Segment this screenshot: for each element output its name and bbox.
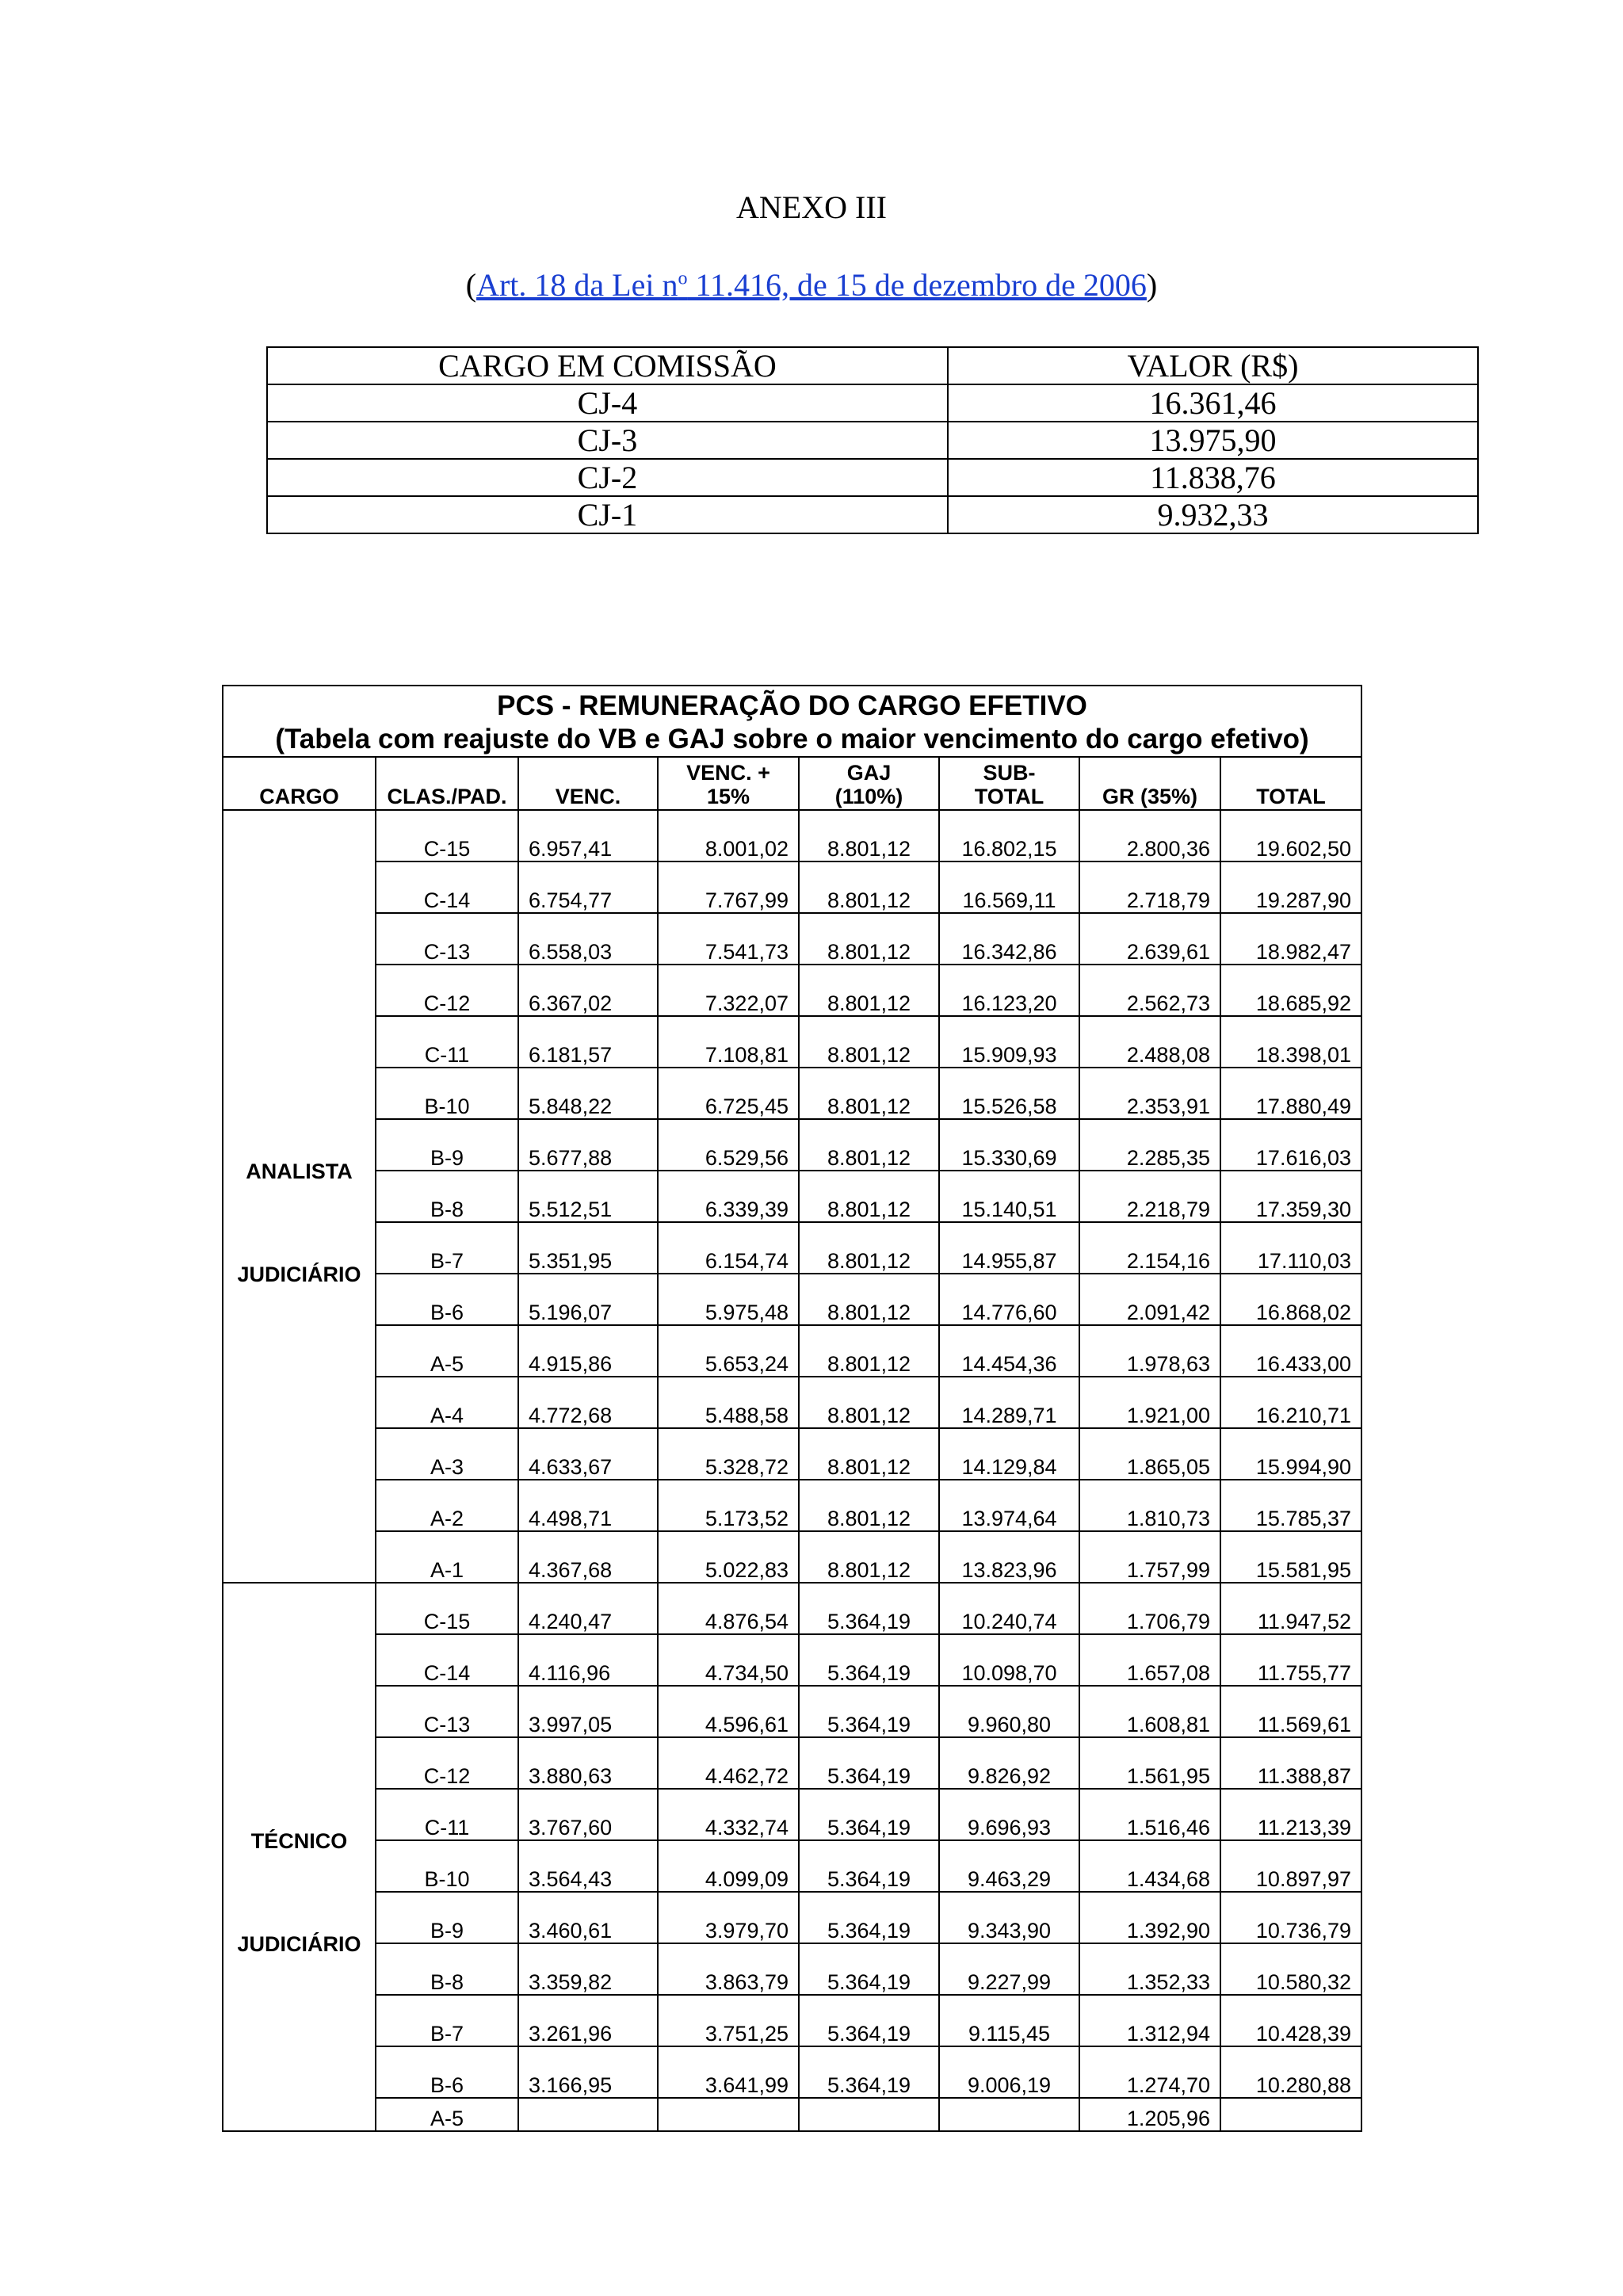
cell-gr: 2.091,42 — [1079, 1274, 1220, 1325]
cell-venc-15: 5.328,72 — [658, 1428, 799, 1480]
commission-table — [266, 346, 1479, 534]
commission-header-cargo: CARGO EM COMISSÃO — [267, 347, 948, 384]
cell-gr: 1.978,63 — [1079, 1325, 1220, 1377]
cell-clas-pad: B-7 — [376, 1995, 518, 2046]
cell-clas-pad: A-5 — [376, 1325, 518, 1377]
cell-clas-pad: C-13 — [376, 913, 518, 965]
cell-venc: 5.677,88 — [518, 1119, 658, 1171]
cargo-label-2: JUDICIÁRIO — [237, 1932, 361, 1956]
cell-venc: 3.261,96 — [518, 1995, 658, 2046]
cell-venc-15: 4.876,54 — [658, 1583, 799, 1634]
cell-gaj: 5.364,19 — [799, 1634, 939, 1686]
cell-venc: 4.498,71 — [518, 1480, 658, 1531]
cell-total: 17.880,49 — [1220, 1068, 1361, 1119]
pcs-title: PCS - REMUNERAÇÃO DO CARGO EFETIVO — [497, 690, 1087, 721]
cell-gr: 1.921,00 — [1079, 1377, 1220, 1428]
cell-total: 18.398,01 — [1220, 1016, 1361, 1068]
cell-gr: 1.434,68 — [1079, 1840, 1220, 1892]
cell-venc: 6.957,41 — [518, 810, 658, 861]
cell-subtotal: 16.342,86 — [939, 913, 1079, 965]
cell-gr: 1.608,81 — [1079, 1686, 1220, 1737]
cell-total: 10.580,32 — [1220, 1943, 1361, 1995]
cell-total: 17.359,30 — [1220, 1171, 1361, 1222]
cell-gaj: 5.364,19 — [799, 1892, 939, 1943]
cell-venc: 5.512,51 — [518, 1171, 658, 1222]
cell-total: 16.433,00 — [1220, 1325, 1361, 1377]
cell-gr: 1.657,08 — [1079, 1634, 1220, 1686]
header-clas: CLAS./PAD. — [376, 757, 518, 810]
cell-subtotal: 15.526,58 — [939, 1068, 1079, 1119]
cell-gaj: 8.801,12 — [799, 1171, 939, 1222]
cell-gr: 1.352,33 — [1079, 1943, 1220, 1995]
cell-venc: 5.848,22 — [518, 1068, 658, 1119]
header-venc15-line1: VENC. + — [686, 761, 770, 785]
table-row — [223, 1892, 1361, 1943]
table-row — [223, 1119, 1361, 1171]
cell-gaj — [799, 2098, 939, 2131]
cell-venc — [518, 2098, 658, 2131]
cell-total: 11.388,87 — [1220, 1737, 1361, 1789]
cell-subtotal: 16.569,11 — [939, 861, 1079, 913]
cell-subtotal: 9.696,93 — [939, 1789, 1079, 1840]
cell-venc-15: 5.975,48 — [658, 1274, 799, 1325]
table-row — [223, 1377, 1361, 1428]
cell-subtotal: 9.006,19 — [939, 2046, 1079, 2098]
law-link-text-2: 11.416, de 15 de dezembro de 2006 — [687, 267, 1147, 303]
header-subtotal — [939, 757, 1079, 810]
cell-gr: 1.810,73 — [1079, 1480, 1220, 1531]
cell-clas-pad: B-10 — [376, 1840, 518, 1892]
table-row — [223, 1480, 1361, 1531]
cell-venc-15 — [658, 2098, 799, 2131]
cell-venc-15: 7.541,73 — [658, 913, 799, 965]
header-venc15-line2: 15% — [706, 785, 750, 808]
cell-venc-15: 5.653,24 — [658, 1325, 799, 1377]
cell-clas-pad: B-6 — [376, 1274, 518, 1325]
cell-clas-pad: B-9 — [376, 1119, 518, 1171]
cell-gaj: 8.801,12 — [799, 810, 939, 861]
law-link[interactable] — [476, 267, 1147, 303]
header-gaj-line2: (110%) — [834, 785, 903, 808]
cell-venc-15: 7.108,81 — [658, 1016, 799, 1068]
cell-total: 17.110,03 — [1220, 1222, 1361, 1274]
cell-subtotal: 9.227,99 — [939, 1943, 1079, 1995]
cell-total: 19.602,50 — [1220, 810, 1361, 861]
cell-subtotal: 9.960,80 — [939, 1686, 1079, 1737]
cell-clas-pad: C-13 — [376, 1686, 518, 1737]
cell-gr: 1.274,70 — [1079, 2046, 1220, 2098]
cell-venc-15: 5.488,58 — [658, 1377, 799, 1428]
cell-subtotal: 14.454,36 — [939, 1325, 1079, 1377]
cell-subtotal: 13.823,96 — [939, 1531, 1079, 1583]
table-row — [223, 1583, 1361, 1634]
cell-total: 15.785,37 — [1220, 1480, 1361, 1531]
cell-subtotal: 10.240,74 — [939, 1583, 1079, 1634]
commission-row — [267, 422, 1478, 459]
cell-venc: 4.367,68 — [518, 1531, 658, 1583]
cell-gr: 1.757,99 — [1079, 1531, 1220, 1583]
cell-subtotal: 10.098,70 — [939, 1634, 1079, 1686]
cell-venc-15: 7.322,07 — [658, 965, 799, 1016]
pcs-table-body — [223, 810, 1361, 2131]
cargo-label-1: TÉCNICO — [250, 1829, 348, 1853]
cell-subtotal: 16.802,15 — [939, 810, 1079, 861]
cell-subtotal: 14.776,60 — [939, 1274, 1079, 1325]
cell-venc-15: 4.099,09 — [658, 1840, 799, 1892]
commission-valor: 13.975,90 — [948, 422, 1478, 459]
table-row — [223, 2046, 1361, 2098]
table-row — [223, 1737, 1361, 1789]
paren-open: ( — [465, 267, 477, 303]
cell-venc-15: 5.022,83 — [658, 1531, 799, 1583]
cell-venc-15: 4.734,50 — [658, 1634, 799, 1686]
cell-gaj: 8.801,12 — [799, 965, 939, 1016]
cell-gr: 2.154,16 — [1079, 1222, 1220, 1274]
cell-gaj: 8.801,12 — [799, 913, 939, 965]
cell-total: 10.428,39 — [1220, 1995, 1361, 2046]
cell-subtotal: 13.974,64 — [939, 1480, 1079, 1531]
cell-venc: 3.460,61 — [518, 1892, 658, 1943]
cell-gr: 2.800,36 — [1079, 810, 1220, 861]
cell-venc: 6.367,02 — [518, 965, 658, 1016]
pcs-subtitle: (Tabela com reajuste do VB e GAJ sobre o maior vencimento do cargo efetivo) — [275, 724, 1309, 755]
cell-total: 16.210,71 — [1220, 1377, 1361, 1428]
cell-total: 11.947,52 — [1220, 1583, 1361, 1634]
cell-subtotal: 14.289,71 — [939, 1377, 1079, 1428]
pcs-table — [222, 685, 1362, 2132]
commission-cargo: CJ-2 — [267, 459, 948, 496]
cell-gaj: 8.801,12 — [799, 1274, 939, 1325]
cell-venc: 3.997,05 — [518, 1686, 658, 1737]
cell-clas-pad: C-15 — [376, 810, 518, 861]
commission-cargo: CJ-1 — [267, 496, 948, 533]
cell-total: 10.897,97 — [1220, 1840, 1361, 1892]
cell-gr: 1.561,95 — [1079, 1737, 1220, 1789]
table-row — [223, 1171, 1361, 1222]
cell-venc: 3.166,95 — [518, 2046, 658, 2098]
cell-total: 10.280,88 — [1220, 2046, 1361, 2098]
cell-venc: 3.767,60 — [518, 1789, 658, 1840]
commission-valor: 9.932,33 — [948, 496, 1478, 533]
cell-gr: 1.312,94 — [1079, 1995, 1220, 2046]
cell-venc-15: 4.332,74 — [658, 1789, 799, 1840]
cell-gr: 1.706,79 — [1079, 1583, 1220, 1634]
cell-gaj: 8.801,12 — [799, 1119, 939, 1171]
cell-venc-15: 6.154,74 — [658, 1222, 799, 1274]
cell-subtotal: 16.123,20 — [939, 965, 1079, 1016]
cell-gaj: 8.801,12 — [799, 861, 939, 913]
cell-total: 15.581,95 — [1220, 1531, 1361, 1583]
commission-row — [267, 496, 1478, 533]
cell-clas-pad: A-1 — [376, 1531, 518, 1583]
cell-gaj: 8.801,12 — [799, 1531, 939, 1583]
cell-subtotal: 15.330,69 — [939, 1119, 1079, 1171]
cell-clas-pad: C-15 — [376, 1583, 518, 1634]
cell-total: 11.755,77 — [1220, 1634, 1361, 1686]
cell-venc: 3.359,82 — [518, 1943, 658, 1995]
header-gaj-line1: GAJ — [846, 761, 892, 785]
cell-venc-15: 3.863,79 — [658, 1943, 799, 1995]
pcs-table-title — [223, 686, 1361, 757]
table-row — [223, 1686, 1361, 1737]
cell-clas-pad: A-5 — [376, 2098, 518, 2131]
table-row — [223, 1222, 1361, 1274]
cell-venc-15: 5.173,52 — [658, 1480, 799, 1531]
cell-subtotal: 14.955,87 — [939, 1222, 1079, 1274]
cell-venc: 6.754,77 — [518, 861, 658, 913]
cargo-tecnico — [223, 1583, 376, 2131]
cell-gaj: 8.801,12 — [799, 1480, 939, 1531]
cell-gaj: 5.364,19 — [799, 1686, 939, 1737]
cell-gr: 2.488,08 — [1079, 1016, 1220, 1068]
law-link-sup: o — [678, 268, 688, 289]
cell-gr: 1.516,46 — [1079, 1789, 1220, 1840]
cargo-label-1: ANALISTA — [246, 1159, 353, 1183]
commission-valor: 16.361,46 — [948, 384, 1478, 422]
cell-venc: 4.772,68 — [518, 1377, 658, 1428]
cargo-label-2: JUDICIÁRIO — [237, 1263, 361, 1286]
table-row — [223, 965, 1361, 1016]
table-row — [223, 810, 1361, 861]
cell-gr: 1.392,90 — [1079, 1892, 1220, 1943]
cell-total: 18.685,92 — [1220, 965, 1361, 1016]
cell-gaj: 8.801,12 — [799, 1222, 939, 1274]
cell-clas-pad: A-4 — [376, 1377, 518, 1428]
cell-gaj: 5.364,19 — [799, 1840, 939, 1892]
header-gaj — [799, 757, 939, 810]
table-row — [223, 1016, 1361, 1068]
table-row — [223, 1068, 1361, 1119]
cell-clas-pad: C-11 — [376, 1016, 518, 1068]
header-gr: GR (35%) — [1079, 757, 1220, 810]
commission-valor: 11.838,76 — [948, 459, 1478, 496]
commission-table-body — [267, 384, 1478, 533]
table-row — [223, 1274, 1361, 1325]
cell-venc: 5.351,95 — [518, 1222, 658, 1274]
cell-clas-pad: B-9 — [376, 1892, 518, 1943]
cell-subtotal — [939, 2098, 1079, 2131]
header-total: TOTAL — [1220, 757, 1361, 810]
table-row — [223, 1634, 1361, 1686]
commission-cargo: CJ-3 — [267, 422, 948, 459]
cell-subtotal: 9.826,92 — [939, 1737, 1079, 1789]
commission-row — [267, 459, 1478, 496]
table-row — [223, 1840, 1361, 1892]
cell-gaj: 8.801,12 — [799, 1428, 939, 1480]
cell-total: 16.868,02 — [1220, 1274, 1361, 1325]
cell-gaj: 8.801,12 — [799, 1068, 939, 1119]
annex-title: ANEXO III — [736, 189, 887, 225]
cell-clas-pad: C-14 — [376, 1634, 518, 1686]
cell-subtotal: 15.140,51 — [939, 1171, 1079, 1222]
table-row — [223, 861, 1361, 913]
table-row — [223, 1789, 1361, 1840]
cell-venc-15: 3.641,99 — [658, 2046, 799, 2098]
cell-clas-pad: A-3 — [376, 1428, 518, 1480]
cell-clas-pad: B-6 — [376, 2046, 518, 2098]
cell-venc-15: 6.529,56 — [658, 1119, 799, 1171]
cell-gaj: 8.801,12 — [799, 1377, 939, 1428]
cell-gaj: 5.364,19 — [799, 1789, 939, 1840]
cell-venc-15: 4.596,61 — [658, 1686, 799, 1737]
cell-subtotal: 9.343,90 — [939, 1892, 1079, 1943]
cell-clas-pad: B-8 — [376, 1171, 518, 1222]
cell-venc: 4.915,86 — [518, 1325, 658, 1377]
cell-subtotal: 9.115,45 — [939, 1995, 1079, 2046]
cell-gr: 2.218,79 — [1079, 1171, 1220, 1222]
cell-gr: 2.285,35 — [1079, 1119, 1220, 1171]
cell-gaj: 5.364,19 — [799, 1737, 939, 1789]
cell-clas-pad: B-10 — [376, 1068, 518, 1119]
cell-venc: 6.181,57 — [518, 1016, 658, 1068]
law-reference — [0, 266, 1623, 304]
cell-subtotal: 14.129,84 — [939, 1428, 1079, 1480]
cell-clas-pad: A-2 — [376, 1480, 518, 1531]
cell-venc-15: 3.979,70 — [658, 1892, 799, 1943]
cell-gaj: 5.364,19 — [799, 1943, 939, 1995]
header-subtotal-line2: TOTAL — [974, 785, 1044, 808]
commission-cargo: CJ-4 — [267, 384, 948, 422]
cell-venc-15: 8.001,02 — [658, 810, 799, 861]
cell-subtotal: 9.463,29 — [939, 1840, 1079, 1892]
cell-gaj: 5.364,19 — [799, 1995, 939, 2046]
cell-gr: 1.865,05 — [1079, 1428, 1220, 1480]
cell-total: 15.994,90 — [1220, 1428, 1361, 1480]
header-venc15 — [658, 757, 799, 810]
cell-venc-15: 3.751,25 — [658, 1995, 799, 2046]
cell-venc-15: 7.767,99 — [658, 861, 799, 913]
cell-gaj: 8.801,12 — [799, 1325, 939, 1377]
cell-venc: 4.633,67 — [518, 1428, 658, 1480]
cell-venc: 4.240,47 — [518, 1583, 658, 1634]
cell-venc: 4.116,96 — [518, 1634, 658, 1686]
cell-gr: 2.639,61 — [1079, 913, 1220, 965]
header-subtotal-line1: SUB- — [983, 761, 1036, 785]
commission-row — [267, 384, 1478, 422]
cell-gr: 2.562,73 — [1079, 965, 1220, 1016]
cell-gaj: 5.364,19 — [799, 2046, 939, 2098]
cell-clas-pad: C-12 — [376, 1737, 518, 1789]
cell-venc: 3.880,63 — [518, 1737, 658, 1789]
cell-gaj: 5.364,19 — [799, 1583, 939, 1634]
cell-subtotal: 15.909,93 — [939, 1016, 1079, 1068]
cell-clas-pad: B-8 — [376, 1943, 518, 1995]
cargo-analista — [223, 810, 376, 1583]
table-row — [223, 2098, 1361, 2131]
cell-venc: 3.564,43 — [518, 1840, 658, 1892]
cell-gr: 1.205,96 — [1079, 2098, 1220, 2131]
cell-total: 11.213,39 — [1220, 1789, 1361, 1840]
paren-close: ) — [1146, 267, 1158, 303]
cell-total: 19.287,90 — [1220, 861, 1361, 913]
cell-total: 11.569,61 — [1220, 1686, 1361, 1737]
law-link-text: Art. 18 da Lei n — [476, 267, 678, 303]
cell-clas-pad: C-11 — [376, 1789, 518, 1840]
cell-clas-pad: C-12 — [376, 965, 518, 1016]
cell-total — [1220, 2098, 1361, 2131]
cell-venc: 5.196,07 — [518, 1274, 658, 1325]
cell-venc-15: 6.339,39 — [658, 1171, 799, 1222]
commission-header-valor: VALOR (R$) — [948, 347, 1478, 384]
cell-total: 17.616,03 — [1220, 1119, 1361, 1171]
cell-venc-15: 4.462,72 — [658, 1737, 799, 1789]
cell-venc-15: 6.725,45 — [658, 1068, 799, 1119]
cell-gr: 2.718,79 — [1079, 861, 1220, 913]
cell-total: 10.736,79 — [1220, 1892, 1361, 1943]
cell-total: 18.982,47 — [1220, 913, 1361, 965]
table-row — [223, 1995, 1361, 2046]
table-row — [223, 1531, 1361, 1583]
table-row — [223, 1943, 1361, 1995]
table-row — [223, 1325, 1361, 1377]
table-row — [223, 1428, 1361, 1480]
header-cargo: CARGO — [223, 757, 376, 810]
cell-clas-pad: B-7 — [376, 1222, 518, 1274]
table-row — [223, 913, 1361, 965]
cell-clas-pad: C-14 — [376, 861, 518, 913]
header-venc: VENC. — [518, 757, 658, 810]
cell-venc: 6.558,03 — [518, 913, 658, 965]
cell-gaj: 8.801,12 — [799, 1016, 939, 1068]
cell-gr: 2.353,91 — [1079, 1068, 1220, 1119]
